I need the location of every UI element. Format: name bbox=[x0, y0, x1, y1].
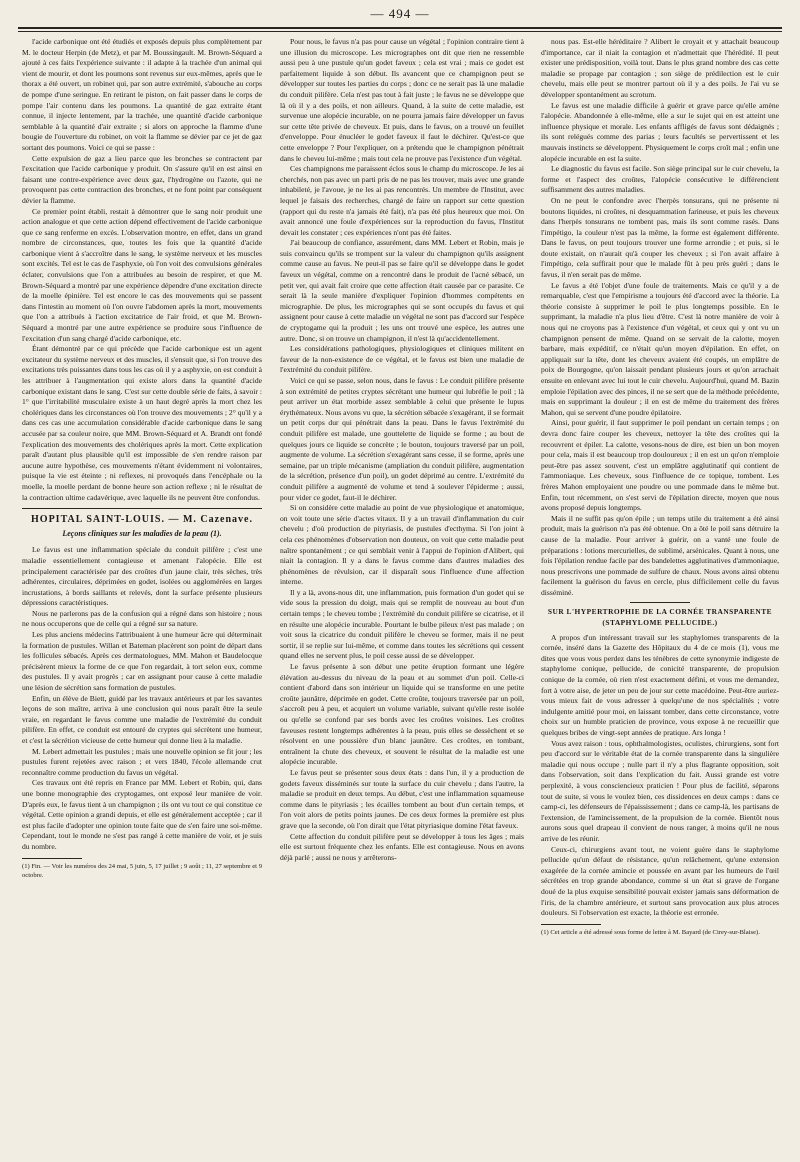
paragraph: Les plus anciens médecins l'attribuaient à une humeur âcre qui déterminait la formation de pustules. Willan et Bateman placèrent son point de départ dans les follicules sébacés. Après ces dermatologues, MM. Mahon et Baudelocque précisèrent mieux la forme de ce que l'on regardait, à tort selon eux, comme des pustules. Il y avait progrès ; car en assignant pour cause à cette maladie une lésion de sécrétion sans formation de pustules. bbox=[22, 630, 262, 693]
paragraph: Le favus présente à son début une petite éruption formant une légère élévation au-dessus du niveau de la peau et au sommet d'un poil. Celle-ci contient d'abord dans son intérieur un liquide qui se transforme en une petite croûte jaunâtre, déprimée en godet. Cette croûte, toujours traversée par un poil, s'accroît peu à peu, et acquiert un volume variable, suivant qu'elle reste isolée ou qu'elle se confond par ses bords avec les croûtes voisines. Les croûtes faveuses restent longtemps adhérentes à la peau, puis elles se dessèchent et se résolvent en une poussière d'un blanc jaunâtre. Ces croûtes, en tombant, entraînent la chute des cheveux, et souvent le résultat de la maladie est une alopécie incurable. bbox=[280, 662, 524, 767]
paragraph: Étant démontré par ce qui précède que l'acide carbonique est un agent excitateur du système nerveux et des muscles, il s'ensuit que, si l'on trouve des excitations très puissantes dans tous les cas où il y a asphyxie, on est conduit à les attribuer à l'augmentation qui existe alors dans la quantité d'acide carbonique existant dans le sang. C'est sur cette double série de faits, à savoir : 1° que l'irritabilité musculaire existe à un haut degré après la mort chez les cholériques dans les circonstances où l'on trouve des mouvements ; 2° qu'il y a dans ces cas une accumulation considérable d'acide carbonique dans le sang accusée par sa couleur noire, que MM. Brown-Séquard et A. Brandt ont fondé l'explication des mouvements des cholériques après la mort. Cette explication paraît d'autant plus plausible qu'il est impossible de s'en rendre raison par aucune autre hypothèse, ces mouvements n'étant évidemment ni volontaires, puisque la vie est éteinte ; ni reflexes, ni provoqués dans l'encéphale ou la moelle, la moelle perdant de bonne heure son action reflexe ; ni le résultat de la contraction ultime cadavérique, avec laquelle ils ne peuvent être confondus. bbox=[22, 344, 262, 502]
paragraph: Ainsi, pour guérir, il faut supprimer le poil pendant un certain temps ; on devra donc faire couper les cheveux, nettoyer la tête des croûtes qui la recouvrent et épiler. La calotte, vesons-nous de dire, est bien un bon moyen pour cela, mais il est beaucoup trop douloureux ; il en est un qu'on n'emploie peut-être pas assez souvent, c'est un emplâtre agglutinatif qui contient de l'ammoniaque. Les cheveux, sous l'influence de ce topique, tombent. Les frères Mahon employaient une poudre ou une pommade dans le même but. Enfin, tout récemment, on s'est servi de l'épilation directe, moyen que nous avons proposé depuis longtemps. bbox=[541, 418, 779, 513]
header-rule-thin bbox=[18, 31, 782, 32]
section-subtitle: Leçons cliniques sur les maladies de la peau (1). bbox=[62, 528, 222, 538]
column-left bbox=[22, 37, 262, 1147]
footnote-divider bbox=[22, 858, 82, 859]
paragraph: On ne peut le confondre avec l'herpès tonsurans, qui ne présente ni boutons liquides, ni croûtes, ni desquammation farineuse, et puis les cheveux dans l'herpès tonsurans ne tombent pas, mais ils sont comme rasés. Dans l'impétigo, la couleur n'est pas la même, la forme est également différente. Dans le favus, on peut toujours trouver une forme arrondie ; et puis, si le doute existait, on n'aurait qu'à couper les cheveux ; si l'on avait affaire à l'impétigo, cela suffirait pour que le malade fût à peu près guéri ; dans le favus, il n'en serait pas de même. bbox=[541, 195, 779, 280]
paragraph: Pour nous, le favus n'a pas pour cause un végétal ; l'opinion contraire tient à une illusion du microscope. Les micrographes ont dit que rien ne ressemble aussi peu à une pustule qu'un godet faveux ; cela est vrai ; mais ce godet est parfaitement liquide à son début. Ils avancent que ce champignon peut se développer sur toutes les parties du corps ; donc ce ne serait pas là une maladie du conduit pilifère. Cela n'est pas tout à fait juste ; le favus ne se développe que là où il y a des poils, et non ailleurs. Quand, à la suite de cette maladie, est survenue une alopécie incurable, on ne pourra jamais faire développer un favus sur cette tête privée de cheveux. Et puis, dans le favus, on a trouvé un feuillet d'enveloppe. Pour énucléer le godet faveux il faut le déchirer. Qu'est-ce que cette enveloppe ? Pour l'expliquer, on a prétendu que le champignon pénétrait dans le cheveu lui-même ; mais tout cela ne prouve pas l'existence d'un végétal. bbox=[280, 37, 524, 163]
column-middle bbox=[280, 37, 524, 1147]
paragraph: Nous ne parlerons pas de la confusion qui a régné dans son histoire ; nous ne nous occuperons que de celle qui a régné sur sa nature. bbox=[22, 608, 262, 629]
article-title: SUR L'HYPERTROPHIE DE LA CORNÉE TRANSPARENTE (STAPHYLOME PELLUCIDE.) bbox=[547, 607, 773, 628]
column-right bbox=[541, 37, 779, 1147]
section-divider bbox=[22, 508, 262, 509]
paragraph: M. Lebert admettait les pustules ; mais une nouvelle opinion se fit jour ; les pustules furent rejetées avec raison ; et vers 1840, l'école allemande crut reconnaître comme production du favus un végétal. bbox=[22, 746, 262, 777]
paragraph: Le favus est une inflammation spéciale du conduit pilifère ; c'est une maladie essentiellement contagieuse et amenant l'alopécie. Elle est principalement caractérisée par des croûtes d'un jaune clair, très sèches, très adhérentes, circulaires, déprimées en godet, isolées ou agglomérées en larges incrustations, à bords saillants et relevés, dont la surface présente plusieurs dépressions caractéristiques. bbox=[22, 545, 262, 608]
paragraph: Cette expulsion de gaz a lieu parce que les bronches se contractent par l'excitation que l'acide carbonique y produit. On s'assure qu'il en est ainsi en faisant une contre-expérience avec deux gaz, l'hydrogène ou l'azote, qui ne provoquent pas cette contraction des bronches, et ne font point par conséquent dévier la flamme. bbox=[22, 153, 262, 205]
page-number: — 494 — bbox=[370, 6, 430, 21]
paragraph: Le diagnostic du favus est facile. Son siège principal sur le cuir chevelu, la forme et l'aspect des croûtes, l'alopécie consécutive le différencient suffisamment des autres maladies. bbox=[541, 164, 779, 195]
header-rule bbox=[18, 27, 782, 29]
paragraph: Ces champignons me paraissent éclos sous le champ du microscope. Je les ai cherchés, non pas avec un parti pris de ne pas les trouver, mais avec une grande inhabileté, je l'avoue, je ne les ai pas rencontrés. Un membre de l'Institut, avec lequel je faisais des recherches, chargé de faire un rapport sur cette question (rapport qui du reste n'a jamais été fait), n'a pas été plus heureux que moi. On avait annoncé une foule d'expériences sur la reproduction du favus, l'Institut devait les constater ; ces expériences n'ont pas été faites. bbox=[280, 164, 524, 237]
paragraph: J'ai beaucoup de confiance, assurément, dans MM. Lebert et Robin, mais je suis convaincu qu'ils se trompent sur la valeur du champignon qu'ils assignent comme cause au favus. Ne peut-il pas se faire qu'il se développe dans le godet faveux un végétal, comme on a rencontré dans le produit de l'acné sébacé, un petit ver, qui avait fait croire que cette affection était causée par ce parasite. Ce serait là la seule manière d'expliquer l'opinion d'hommes compétents en micrographie. De plus, les micrographes qui se sont occupés du favus et qui assignent pour cause à cette maladie un végétal ne sont pas d'accord sur l'espèce de cryptogame qui la produit ; les uns ont trouvé une espèce, les autres une autre. Donc, si on trouve un champignon, il n'est là qu'accidentellement. bbox=[280, 238, 524, 343]
paragraph: Voici ce qui se passe, selon nous, dans le favus : Le conduit pilifère présente à son extrémité de petites cryptes sécrétant une humeur qui lubréfie le poil ; là peut arriver un état morbide assez semblable à celui que présente le lupus érythémateux. Nous avons vu que, la sécrétion sébacée s'exagérant, il se formait un petit corps dur qui pénétrait dans la peau. Dans le favus l'extrémité du conduit pilifère est malade, une gouttelette de liquide se forme ; au bout de quelques jours ce liquide se concrète ; le bouton, toujours traversé par un poil, augmente de volume. La sécrétion s'exagérant sans cesse, il se forme, après une semaine, par un triple mécanisme (ampliation du conduit pilifère, augmentation de la sécrétion, présence d'un poil), un godet déprimé au centre. L'extrémité du conduit pilifère a augmenté de volume et tend à soulever l'épiderme ; aussi, pour vider ce godet, faut-il le déchirer. bbox=[280, 376, 524, 502]
paragraph: Ceux-ci, chirurgiens avant tout, ne voient guère dans le staphylome pellucide qu'un défaut de résistance, qu'un relâchement, qu'une extension exagérée de la cornée amincie et poussée en avant par les humeurs de l'œil sécrétées en trop grande abondance, comme si un état si grave de l'organe doué de la plus exquise sensibilité pouvait exister jamais sans déformation de l'iris, de la chambre antérieure, et surtout sans provocation aux plus atroces douleurs. Si l'observation est exacte, la théorie est erronée. bbox=[541, 844, 779, 918]
paragraph: Le favus est une maladie difficile à guérir et grave parce qu'elle amène l'alopécie. Abandonnée à elle-même, elle a sur le sujet qui en est atteint une influence physique et morale. Les enfants affligés de favus sont dédaignés ; ils sont relégués comme des parias ; leurs facultés se pervertissent et les mauvais instincts se développent. Physiquement le corps croît mal ; enfin une alopécie incurable en est la suite. bbox=[541, 100, 779, 163]
paragraph: Cette affection du conduit pilifère peut se développer à tous les âges ; mais elle est surtout fréquente chez les enfants. Elle est contagieuse. Nous en avons déjà parlé ; aussi ne nous y arrêterons- bbox=[280, 831, 524, 862]
paragraph: Le favus a été l'objet d'une foule de traitements. Mais ce qu'il y a de remarquable, c'est que l'empirisme a toujours été d'accord avec la théorie. La théorie consiste à supprimer le poil le plus longtemps possible. En le supprimant, la maladie n'a plus lieu d'être. C'est là notre manière de voir à nous qui ne croyons pas à l'existence d'un végétal, et ceux qui y ont vu un champignon pensent de même. Quand on se servait de la calotte, moyen barbare, mais expéditif, ce n'était qu'un moyen d'épilation. En effet, on appliquait sur la tête, dont les cheveux avaient été coupés, un emplâtre de poix de Bourgogne, qu'on laissait pendant plusieurs jours et qu'on arrachait ensuite en enlevant avec lui tout le cuir chevelu. Aujourd'hui, quand M. Bazin emploie l'épilation avec des pinces, il ne se sert que de la méthode précédente, mais en supprimant la douleur ; il en est de même du traitement des frères Mahon, qui se servent d'une poudre épilatoire. bbox=[541, 280, 779, 417]
paragraph: Les considérations pathologiques, physiologiques et cliniques militent en faveur de la non-existence de ce végétal, et le favus est bien une maladie de l'extrémité du conduit pilifère. bbox=[280, 344, 524, 375]
paragraph: Le favus peut se présenter sous deux états : dans l'un, il y a production de godets faveux disséminés sur toute la surface du cuir chevelu ; dans l'autre, la maladie se produit en deux temps. Au début, c'est une inflammation squameuse comme dans le pityriasis ; les écailles tombent au bout d'un certain temps, et l'on voit alors de petits points jaunes. De ces deux formes la première est plus grave que la seconde, où l'on dirait que l'état pityriasique domine l'état faveux. bbox=[280, 767, 524, 830]
paragraph: Enfin, un élève de Biett, guidé par les travaux antérieurs et par les savantes leçons de son maître, arriva à une conclusion qui nous paraît être la seule vraie, en regardant le favus comme une maladie de l'extrémité du conduit pilifère. En effet, ce conduit est entouré de cryptes qui sécrètent une humeur, et c'est la sécrétion vicieuse de cette humeur qui donne lieu à la maladie. bbox=[22, 693, 262, 745]
footnote-divider bbox=[541, 924, 601, 925]
paragraph: nous pas. Est-elle héréditaire ? Alibert le croyait et y attachait beaucoup d'importance, car il niait la contagion et n'admettait que l'hérédité. Il peut exister une prédisposition, voilà tout. Dans le plus grand nombre des cas cette maladie se propage par contagion ; son siège de prédilection est le cuir chevelu, mais elle peut se montrer partout où il y a des poils. Je l'ai vu se développer spontanément au scrotum. bbox=[541, 37, 779, 99]
footnote: (1) Fin. — Voir les numéros des 24 mai, 5 juin, 5, 17 juillet ; 9 août ; 11, 27 septembre et 9 octobre. bbox=[22, 862, 262, 879]
paragraph: Si on considère cette maladie au point de vue physiologique et anatomique, on voit toute une série d'actes vitaux. Il y a un travail d'inflammation du cuir chevelu ; d'où production de pityriasis, de pustules d'ecthyma. Si l'on joint à cela ces phénomènes d'observation non douteux, on voit que cette maladie peut naître spontanément ; ce qui semblait venir à l'appui de l'opinion d'Alibert, qui niait la contagion. Il y a dans le favus comme dans d'autres maladies des phénomènes de révulsion, car il disparaît sous l'influence d'une affection interne. bbox=[280, 503, 524, 587]
paragraph: A propos d'un intéressant travail sur les staphylomes transparents de la cornée, inséré dans la Gazette des Hôpitaux du 4 de ce mois (1), vous me dites que vous vous perdez dans les ténèbres de cette synonymie indigeste de staphylome conique, pellucide, de conicité transparente, de propulsion conique de la cornée, où rien n'est exactement défini, et vous me demandez, fort à votre aise, de jeter un peu de jour sur cette macédoine. Peut-être auriez-vous mieux fait de vous adresser à quelqu'une de nos spécialités ; votre indulgente amitié pour moi, en laissant tomber, dans cette circonstance, votre choix sur un humble praticien de province, vous expose à ne recueillir que quelques bribes de vingt-sept années de pratique. Ars longa ! bbox=[541, 632, 779, 737]
paragraph: Ces travaux ont été repris en France par MM. Lebert et Robin, qui, dans une bonne monographie des cryptogames, ont exposé leur manière de voir. D'après eux, le favus tient à un champignon ; ils ont vu tout ce qui constitue ce végétal. Cette opinion a grandi depuis, et elle est généralement acceptée ; car il est plus facile d'adopter une opinion toute faite que de s'en faire une soi-même. Cependant, tout le monde ne s'est pas rangé à cette manière de voir, et je suis du nombre. bbox=[22, 778, 262, 851]
paragraph: Mais il ne suffit pas qu'on épile ; un temps utile du traitement a été ainsi produit, mais la guérison n'a pas été obtenue. On a ôté le poil sans détruire la cause de la maladie. Pour arriver à guérir, on a vanté une foule de préparations : lotions mercurielles, de sublimé, arsénicales. Quant à nous, une fois l'épilation rendue facile par des bandelettes agglutinatives d'ammoniaque, nous prescrivons une pommade de sulfure de chaux. Nous avons ainsi obtenu facilement la guérison du favus en cercle, plus difficilement celle du favus disséminé. bbox=[541, 513, 779, 597]
short-divider bbox=[630, 602, 690, 603]
paragraph: Il y a là, avons-nous dit, une inflammation, puis formation d'un godet qui se vide sous la pression du doigt, mais qui se remplit de nouveau au bout d'un certain temps ; le cheveu tombe ; l'extrémité du conduit pilifère se cicatrise, et il en résulte une alopécie incurable. Pourtant le bulbe pileux n'est pas malade ; on voit sous la cicatrice du conduit pilifère le cheveu se former, mais il ne peut sortir, il se replie sur lui-même, et comme dans toutes les sécrétions qui cessent quand elles ne servent plus, le poil cesse aussi de se développer. bbox=[280, 587, 524, 661]
paragraph: Vous avez raison : tous, ophthalmologistes, oculistes, chirurgiens, sont fort peu d'accord sur le véritable état de la cornée transparente dans la singulière maladie qui nous occupe ; nulle part il n'y a plus flagrante opposition, soit dans l'observation, soit dans l'explication du fait. Aussi grande est votre perplexité, à vous consciencieux praticien ! Pour plus de facilité, séparons tout de suite, si vous le voulez bien, ces dissidences en deux camps : dans ce camp-ci, les défenseurs de l'épaississement ; dans ce camp-là, les partisans de l'extension, de l'amincissement, de la propulsion de la cornée. Bientôt nous aurons sous quel drapeau il convient de nous ranger, à moins qu'il ne nous arrive de les réunir. bbox=[541, 738, 779, 843]
footnote: (1) Cet article a été adressé sous forme de lettre à M. Bayard (de Cirey-sur-Blaise). bbox=[541, 928, 760, 936]
paragraph: l'acide carbonique ont été étudiés et exposés depuis plus complètement par M. le docteur Herpin (de Metz), et par M. Boussingault. M. Brown-Séquard a ajouté à ces faits l'expérience suivante : il adapte à la trachée d'un animal qui vient de mourir, et dont les poumons sont revenus sur eux-mêmes, après que le thorax a été ouvert, un robinet qui, par son autre extrémité, s'abouche au corps de pompe d'une seringue. En retirant le piston, on fait passer dans le corps de pompe l'air contenu dans les poumons. La quantité de gaz extraite étant connue, il injecte lentement, par la trachée, une quantité d'acide carbonique semblable à la quantité d'air extraite ; si alors on approche la flamme d'une bougie de l'ouverture du robinet, on voit la flamme se dévier par ce jet de gaz sortant des poumons. Voici ce qui se passe : bbox=[22, 37, 262, 152]
paragraph: Ce premier point établi, restait à démontrer que le sang noir produit une action analogue et que cette action dépend effectivement de l'acide carbonique que ce sang renferme en excès. L'observation montre, en effet, dans un grand nombre de circonstances, que, toutes les fois que la quantité d'acide carbonique vient à s'accroître dans le sang, le système nerveux et les muscles sont excités. Tel est le cas de l'asphyxie, où l'on voit des convulsions générales éclater, convulsions que l'on a attribuées au besoin de respirer, et que M. Brown-Séquard a montré par une expérience dépendre d'une excitation directe de la moelle épinière. Tel est encore le cas des mouvements qui se passent dans l'intestin au moment où l'on ouvre l'abdomen après la mort, mouvements que l'on a attribués à l'action excitatrice de l'air froid, et que M. Brown-Séquard a montré par une autre expérience se produire sous l'influence de l'excitation d'un sang chargé d'acide carbonique, etc. bbox=[22, 206, 262, 343]
section-title: HOPITAL SAINT-LOUIS. — M. Cazenave. bbox=[31, 514, 253, 526]
